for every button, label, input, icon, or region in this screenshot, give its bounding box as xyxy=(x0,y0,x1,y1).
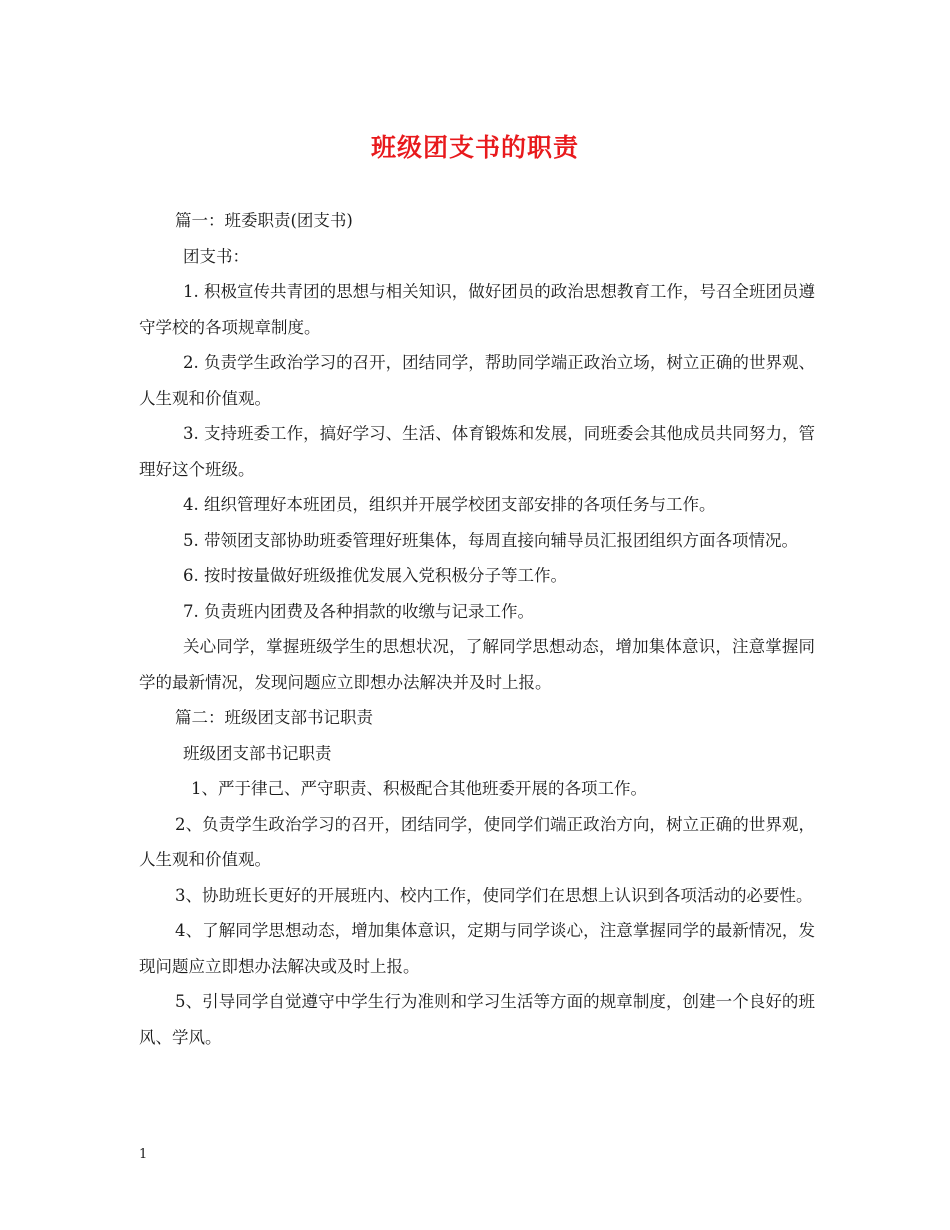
document-title: 班级团支书的职责 xyxy=(370,133,579,162)
duty-item-2: 2. 负责学生政治学习的召开，团结同学，帮助同学端正政治立场，树立正确的世界观、人生观和价值观。 xyxy=(139,353,815,408)
responsibility-item-2: 2、负责学生政治学习的召开，团结同学，使同学们端正政治方向，树立正确的世界观，人生观和价值观。 xyxy=(139,814,815,869)
subheading-branch-secretary: 班级团支部书记职责 xyxy=(183,743,332,763)
duty-summary: 关心同学，掌握班级学生的思想状况，了解同学思想动态，增加集体意识，注意掌握同学的最新情况，发现问题应立即想办法解决并及时上报。 xyxy=(139,637,815,692)
responsibility-item-3: 3、协助班长更好的开展班内、校内工作，使同学们在思想上认识到各项活动的必要性。 xyxy=(175,885,813,905)
responsibility-item-1: 1、严于律己、严守职责、积极配合其他班委开展的各项工作。 xyxy=(191,779,647,798)
responsibility-item-4: 4、了解同学思想动态，增加集体意识，定期与同学谈心，注意掌握同学的最新情况，发现问题应立即想办法解决或及时上报。 xyxy=(139,921,815,976)
duty-item-7: 7. 负责班内团费及各种捐款的收缴与记录工作。 xyxy=(183,601,534,621)
responsibility-item-5: 5、引导同学自觉遵守中学生行为准则和学习生活等方面的规章制度，创建一个良好的班风、学风。 xyxy=(139,992,815,1047)
duty-item-5: 5. 带领团支部协助班委管理好班集体，每周直接向辅导员汇报团组织方面各项情况。 xyxy=(183,530,798,550)
section-heading-part-two: 篇二：班级团支部书记职责 xyxy=(175,708,373,727)
duty-item-6: 6. 按时按量做好班级推优发展入党积极分子等工作。 xyxy=(183,566,567,585)
document-body xyxy=(139,203,815,1055)
subheading-league-secretary: 团支书： xyxy=(183,246,249,266)
section-heading-part-one: 篇一：班委职责(团支书) xyxy=(175,211,353,230)
duty-item-4: 4. 组织管理好本班团员，组织并开展学校团支部安排的各项任务与工作。 xyxy=(183,495,716,514)
duty-item-1: 1. 积极宣传共青团的思想与相关知识，做好团员的政治思想教育工作，号召全班团员遵守学校的各项规章制度。 xyxy=(139,282,815,337)
duty-item-3: 3. 支持班委工作，搞好学习、生活、体育锻炼和发展，同班委会其他成员共同努力，管理好这个班级。 xyxy=(139,424,815,479)
page-number: 1 xyxy=(139,1147,148,1162)
